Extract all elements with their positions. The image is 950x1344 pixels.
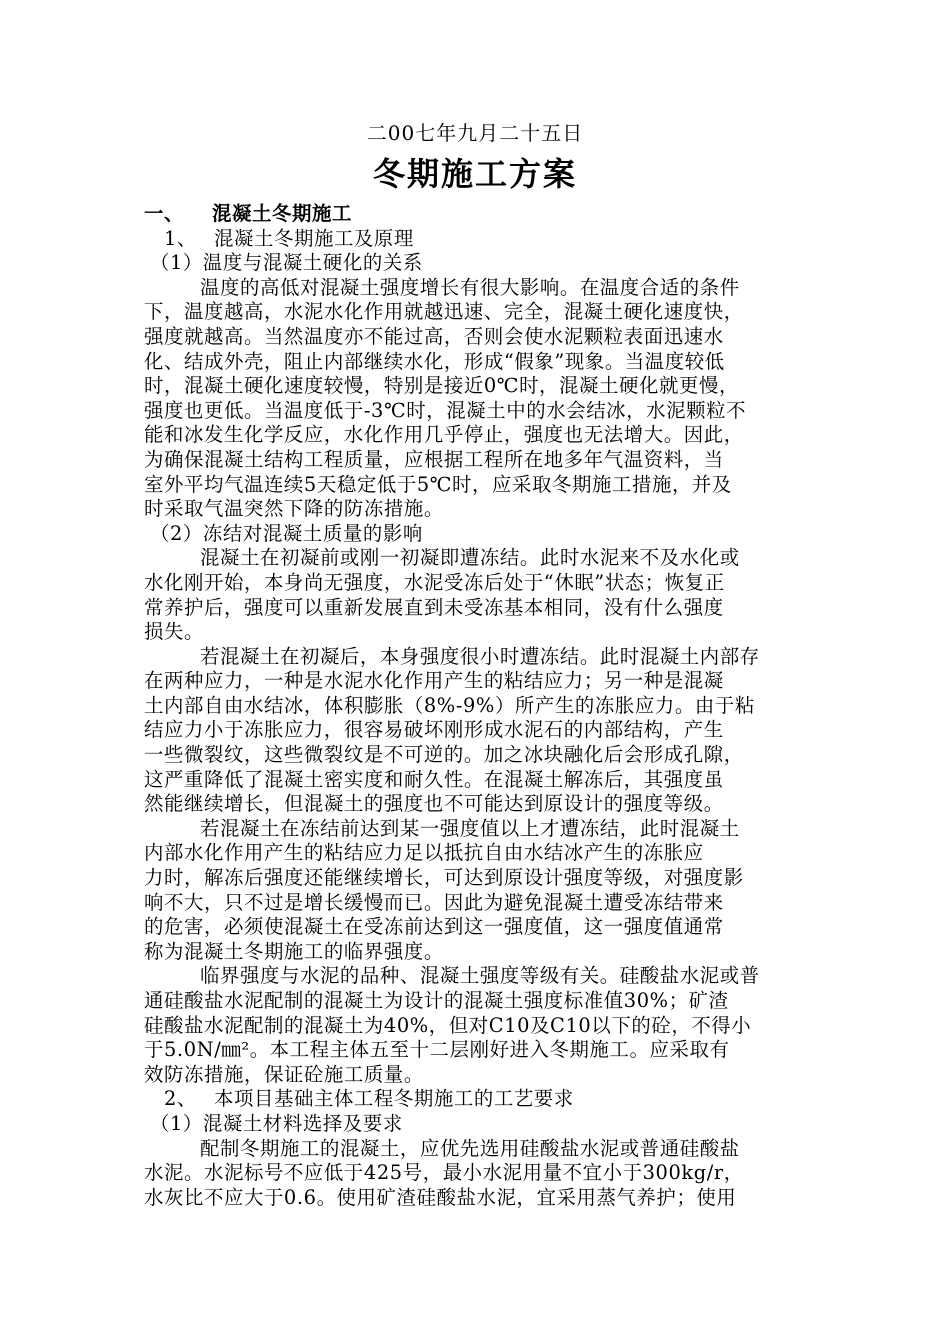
text-line: 强度就越高。当然温度亦不能过高，否则会使水泥颗粒表面迅速水 (144, 324, 724, 348)
text-line: 内部水化作用产生的粘结应力足以抵抗自由水结冰产生的冻胀应 (144, 841, 704, 865)
text-line: 然能继续增长，但混凝土的强度也不可能达到原设计的强度等级。 (144, 792, 724, 816)
text-line: 损失。 (144, 620, 204, 644)
text-line: 配制冬期施工的混凝土，应优先选用硅酸盐水泥或普通硅酸盐 (200, 1136, 740, 1160)
subsection-number: 1、 (164, 226, 197, 250)
text-line: 强度也更低。当温度低于-3℃时，混凝土中的水会结冰，水泥颗粒不 (144, 398, 747, 422)
text-line: 结应力小于冻胀应力，很容易破坏刚形成水泥石的内部结构，产生 (144, 718, 724, 742)
text-line: 时采取气温突然下降的防冻措施。 (144, 497, 444, 521)
text-line: 响不大，只不过是增长缓慢而已。因此为避免混凝土遭受冻结带来 (144, 890, 724, 914)
subsection-heading (144, 1087, 808, 1112)
subsection-number: 2、 (164, 1087, 197, 1111)
text-line: 土内部自由水结冰，体积膨胀（8%-9%）所产生的冻胀应力。由于粘 (144, 693, 755, 717)
text-line: 温度的高低对混凝土强度增长有很大影响。在温度合适的条件 (200, 275, 740, 299)
text-line: 水泥。水泥标号不应低于425号，最小水泥用量不宜小于300kg/r， (144, 1161, 744, 1185)
text-line: 常养护后，强度可以重新发展直到未受冻基本相同，没有什么强度 (144, 595, 724, 619)
section-title: 混凝土冬期施工 (212, 202, 352, 225)
text-line: 效防冻措施，保证砼施工质量。 (144, 1062, 424, 1086)
text-line: 这严重降低了混凝土密实度和耐久性。在混凝土解冻后，其强度虽 (144, 767, 724, 791)
text-line: 的危害，必须使混凝土在受冻前达到这一强度值，这一强度值通常 (144, 915, 724, 939)
text-line: 能和冰发生化学反应，水化作用几乎停止，强度也无法增大。因此， (144, 423, 744, 447)
subsection-heading (144, 227, 808, 252)
text-line: 混凝土在初凝前或刚一初凝即遭冻结。此时水泥来不及水化或 (200, 546, 740, 570)
text-line: 水灰比不应大于0.6。使用矿渣硅酸盐水泥，宜采用蒸气养护；使用 (144, 1185, 737, 1209)
text-line: 下，温度越高，水泥水化作用就越迅速、完全，混凝土硬化速度快， (144, 300, 744, 324)
item-heading: （1）混凝土材料选择及要求 (150, 1111, 403, 1135)
item-heading: （2）冻结对混凝土质量的影响 (150, 521, 423, 545)
text-line: 硅酸盐水泥配制的混凝土为40%，但对C10及C10以下的砼，不得小 (144, 1013, 752, 1037)
text-line: 在两种应力，一种是水泥水化作用产生的粘结应力；另一种是混凝 (144, 669, 724, 693)
text-line: 若混凝土在冻结前达到某一强度值以上才遭冻结，此时混凝土 (200, 816, 740, 840)
text-line: 一些微裂纹，这些微裂纹是不可逆的。加之冰块融化后会形成孔隙， (144, 743, 744, 767)
subsection-title: 本项目基础主体工程冬期施工的工艺要求 (214, 1087, 574, 1111)
text-line: 于5.0N/㎜²。本工程主体五至十二层刚好进入冬期施工。应采取有 (144, 1038, 730, 1062)
document-body (144, 202, 808, 1210)
section-number: 一、 (144, 202, 184, 225)
section-heading (144, 202, 808, 227)
text-line: 为确保混凝土结构工程质量，应根据工程所在地多年气温资料，当 (144, 447, 724, 471)
text-line: 时，混凝土硬化速度较慢，特别是接近0℃时，混凝土硬化就更慢， (144, 374, 739, 398)
text-line: 临界强度与水泥的品种、混凝土强度等级有关。硅酸盐水泥或普 (200, 964, 760, 988)
text-line: 通硅酸盐水泥配制的混凝土为设计的混凝土强度标准值30%；矿渣 (144, 989, 729, 1012)
text-line: 室外平均气温连续5天稳定低于5℃时，应采取冬期施工措施，并及 (144, 472, 732, 496)
document-date: 二00七年九月二十五日 (366, 121, 584, 145)
text-line: 化、结成外壳，阻止内部继续水化，形成“假象”现象。当温度较低 (144, 349, 725, 373)
subsection-title: 混凝土冬期施工及原理 (214, 226, 414, 250)
text-line: 若混凝土在初凝后，本身强度很小时遭冻结。此时混凝土内部存 (200, 644, 760, 668)
text-line: 称为混凝土冬期施工的临界强度。 (144, 939, 444, 963)
item-heading: （1）温度与混凝土硬化的关系 (150, 251, 423, 275)
text-line: 水化刚开始，本身尚无强度，水泥受冻后处于“休眠”状态；恢复正 (144, 570, 725, 594)
text-line: 力时，解冻后强度还能继续增长，可达到原设计强度等级，对强度影 (144, 866, 744, 890)
document-title: 冬期施工方案 (372, 155, 577, 193)
